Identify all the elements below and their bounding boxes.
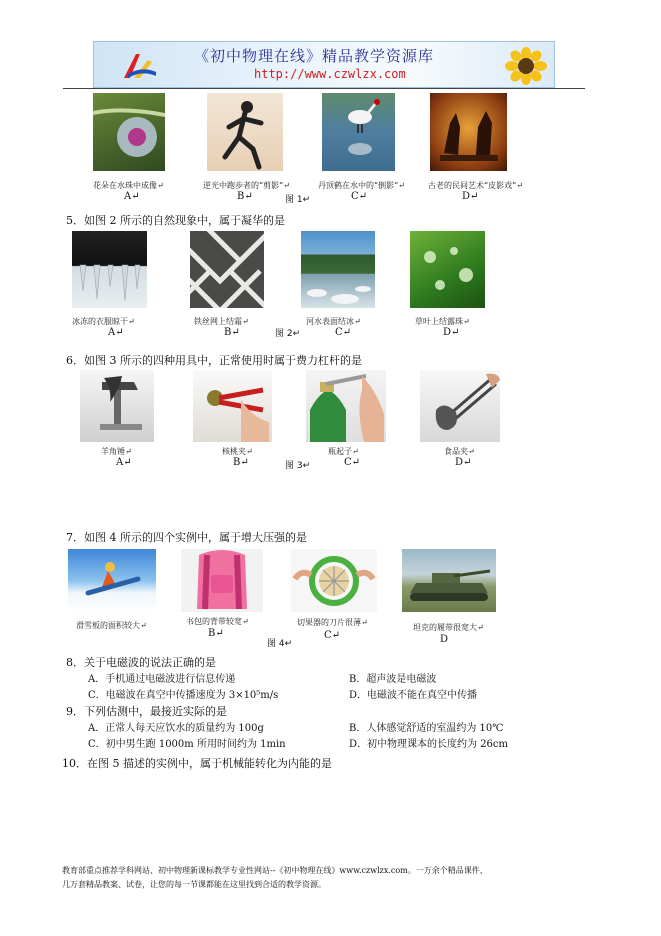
- q7-stem: 7．如图 4 所示的四个实例中，属于增大压强的是: [66, 531, 307, 544]
- q6-caption-b: 核桃夹↵: [222, 447, 253, 456]
- fig1-caption-b: 逆光中跑步者的“剪影”↵: [203, 181, 290, 190]
- q7-letter-b: B↵: [208, 628, 224, 639]
- q5-letter-b: B↵: [224, 327, 240, 338]
- q7-caption-d: 坦克的履带很宽大↵: [413, 623, 484, 632]
- q8-option-c: C．电磁波在真空中传播速度为 3×10⁵m/s: [88, 690, 279, 701]
- fig1-letter-b: B↵: [237, 191, 253, 202]
- q5-river-ice-image: [301, 231, 375, 308]
- q5-frost-wire-mesh-image: [190, 231, 264, 308]
- q9-stem: 9．下列估测中，最接近实际的是: [66, 705, 227, 718]
- q6-stem: 6．如图 3 所示的四种用具中，正常使用时属于费力杠杆的是: [66, 354, 362, 367]
- sunflower-icon: [504, 46, 548, 86]
- q6-fig-label: 图 3↵: [285, 461, 311, 471]
- banner-url: http://www.czwlzx.com: [254, 67, 406, 81]
- q5-fig-label: 图 2↵: [275, 329, 301, 339]
- fig1-caption-d: 古老的民间艺术“皮影戏”↵: [428, 181, 523, 190]
- fig1-caption-a: 花朵在水珠中成像↵: [93, 181, 164, 190]
- q9-option-b: B．人体感觉舒适的室温约为 10℃: [349, 723, 504, 734]
- q7-letter-c: C↵: [324, 630, 341, 641]
- q8-option-b: B．超声波是电磁波: [349, 674, 437, 685]
- q6-letter-b: B↵: [233, 457, 249, 468]
- footer-line-2: 几万套精品教案、试卷，让您的每一节课都能在这里找到合适的教学资源。: [62, 880, 326, 889]
- q6-bottle-opener-image: [306, 370, 386, 442]
- fig1-flower-droplet-image: [93, 93, 165, 171]
- header-rule: [63, 88, 585, 89]
- site-logo-icon: [122, 50, 158, 80]
- q9-option-a: A．正常人每天应饮水的质量约为 100g: [88, 723, 264, 734]
- q5-caption-c: 河水表面结冰↵: [306, 317, 361, 326]
- page-footer: [62, 864, 622, 892]
- q7-snowboard-image: [68, 549, 156, 612]
- q6-food-tongs-image: [420, 370, 500, 442]
- q9-option-d: D．初中物理课本的长度约为 26cm: [349, 739, 509, 750]
- q8-stem: 8．关于电磁波的说法正确的是: [66, 656, 216, 669]
- fig1-letter-d: D↵: [462, 191, 479, 202]
- q8-option-d: D．电磁波不能在真空中传播: [349, 690, 478, 701]
- q5-letter-d: D↵: [443, 327, 460, 338]
- fig1-crane-reflection-image: [322, 93, 395, 171]
- q7-apple-slicer-image: [291, 549, 377, 612]
- q5-frozen-clothes-image: [72, 231, 147, 308]
- q6-caption-a: 羊角锤↵: [101, 447, 132, 456]
- q8-option-a: A．手机通过电磁波进行信息传递: [88, 674, 236, 685]
- fig1-label: 图 1↵: [285, 195, 311, 205]
- q5-letter-c: C↵: [335, 327, 352, 338]
- fig1-letter-a: A↵: [124, 191, 140, 202]
- q6-letter-c: C↵: [344, 457, 361, 468]
- fig1-caption-c: 丹顶鹤在水中的“倒影”↵: [318, 181, 405, 190]
- q7-tank-image: [402, 549, 496, 612]
- fig1-shadow-play-image: [430, 93, 507, 171]
- q6-caption-c: 瓶起子↵: [328, 447, 359, 456]
- footer-line-1: 教育部重点推荐学科网站、初中物理新课标教学专业性网站--《初中物理在线》www.czwlzx.com。一万余个精品课件、: [62, 866, 488, 875]
- q5-stem: 5．如图 2 所示的自然现象中，属于凝华的是: [66, 214, 285, 227]
- fig1-runner-silhouette-image: [207, 93, 283, 171]
- q7-caption-a: 滑雪板的面积较大↵: [76, 621, 147, 630]
- q7-school-bag-image: [181, 549, 263, 612]
- header-banner: [93, 41, 555, 88]
- q7-caption-b: 书包的背带较宽↵: [186, 617, 249, 626]
- q6-caption-d: 食品夹↵: [444, 447, 475, 456]
- q5-caption-d: 草叶上结露珠↵: [415, 317, 470, 326]
- fig1-letter-c: C↵: [351, 191, 368, 202]
- q5-dew-on-grass-image: [410, 231, 485, 308]
- q6-nutcracker-image: [193, 370, 272, 442]
- q9-option-c: C．初中男生跑 1000m 所用时间约为 1min: [88, 739, 286, 750]
- q7-letter-d: D: [440, 634, 449, 645]
- q5-caption-a: 冰冻的衣服晾干↵: [72, 317, 135, 326]
- q7-caption-c: 切果器的刀片很薄↵: [297, 618, 368, 627]
- q6-letter-d: D↵: [455, 457, 472, 468]
- banner-title: 《初中物理在线》精品教学资源库: [194, 47, 435, 65]
- q5-caption-b: 铁丝网上结霜↵: [194, 317, 249, 326]
- q6-claw-hammer-image: [80, 370, 154, 442]
- q5-letter-a: A↵: [108, 327, 124, 338]
- q10-stem: 10．在图 5 描述的实例中，属于机械能转化为内能的是: [62, 757, 332, 770]
- q6-letter-a: A↵: [116, 457, 132, 468]
- q7-fig-label: 图 4↵: [267, 639, 293, 649]
